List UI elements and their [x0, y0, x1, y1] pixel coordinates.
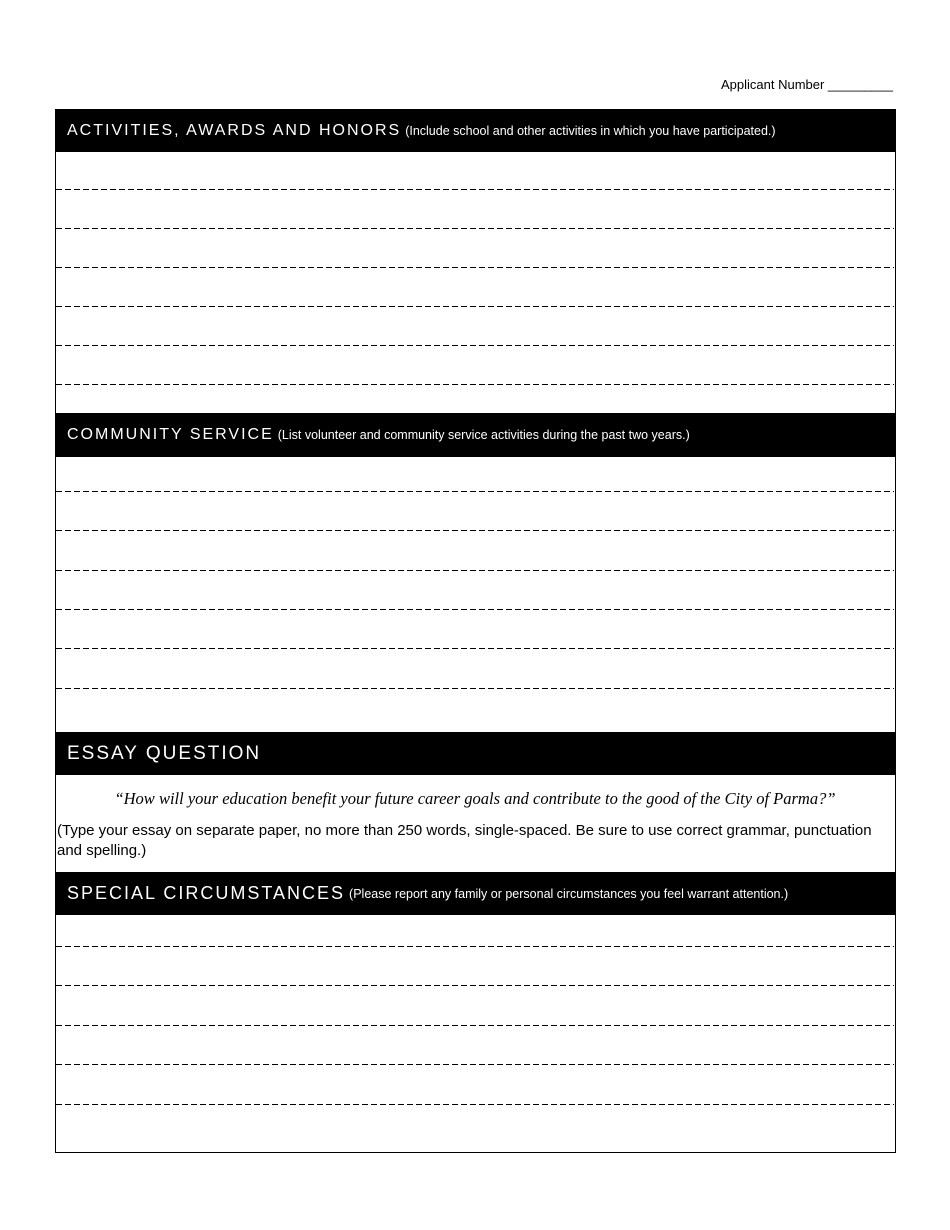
entry-line[interactable] — [56, 345, 894, 346]
entry-line[interactable] — [56, 1025, 894, 1026]
entry-line[interactable] — [56, 609, 894, 610]
entry-line[interactable] — [56, 228, 894, 229]
section-subtitle: (Include school and other activities in which you have participated.) — [405, 123, 776, 138]
entry-line[interactable] — [56, 570, 894, 571]
section-title: ESSAY QUESTION — [67, 742, 262, 764]
section-title: SPECIAL CIRCUMSTANCES — [67, 883, 346, 903]
section-subtitle: (List volunteer and community service activities during the past two years.) — [277, 428, 690, 442]
entry-line[interactable] — [56, 946, 894, 947]
entry-line[interactable] — [56, 1104, 894, 1105]
entry-line[interactable] — [56, 1064, 894, 1065]
section-header-essay — [55, 732, 895, 775]
section-header-community-service — [55, 413, 895, 457]
section-header-activities — [55, 109, 895, 152]
entry-line[interactable] — [56, 491, 894, 492]
entry-line[interactable] — [56, 267, 894, 268]
entry-line[interactable] — [56, 648, 894, 649]
entry-line[interactable] — [56, 384, 894, 385]
entry-line[interactable] — [56, 306, 894, 307]
applicant-number-field[interactable]: Applicant Number _________ — [720, 77, 893, 92]
section-subtitle: (Please report any family or personal circumstances you feel warrant attention.) — [349, 886, 789, 901]
form-frame — [55, 109, 896, 1153]
essay-question: “How will your education benefit your future career goals and contribute to the good of the City of Parma?” — [114, 789, 836, 808]
section-header-special-circumstances — [55, 872, 895, 915]
section-title: ACTIVITIES, AWARDS AND HONORS — [67, 121, 402, 139]
essay-instructions: (Type your essay on separate paper, no more than 250 words, single-spaced. Be sure to use correct grammar, punctuation and spelling.) — [57, 822, 872, 859]
section-title: COMMUNITY SERVICE — [67, 426, 274, 443]
entry-line[interactable] — [56, 189, 894, 190]
entry-line[interactable] — [56, 530, 894, 531]
entry-line[interactable] — [56, 688, 894, 689]
entry-line[interactable] — [56, 985, 894, 986]
